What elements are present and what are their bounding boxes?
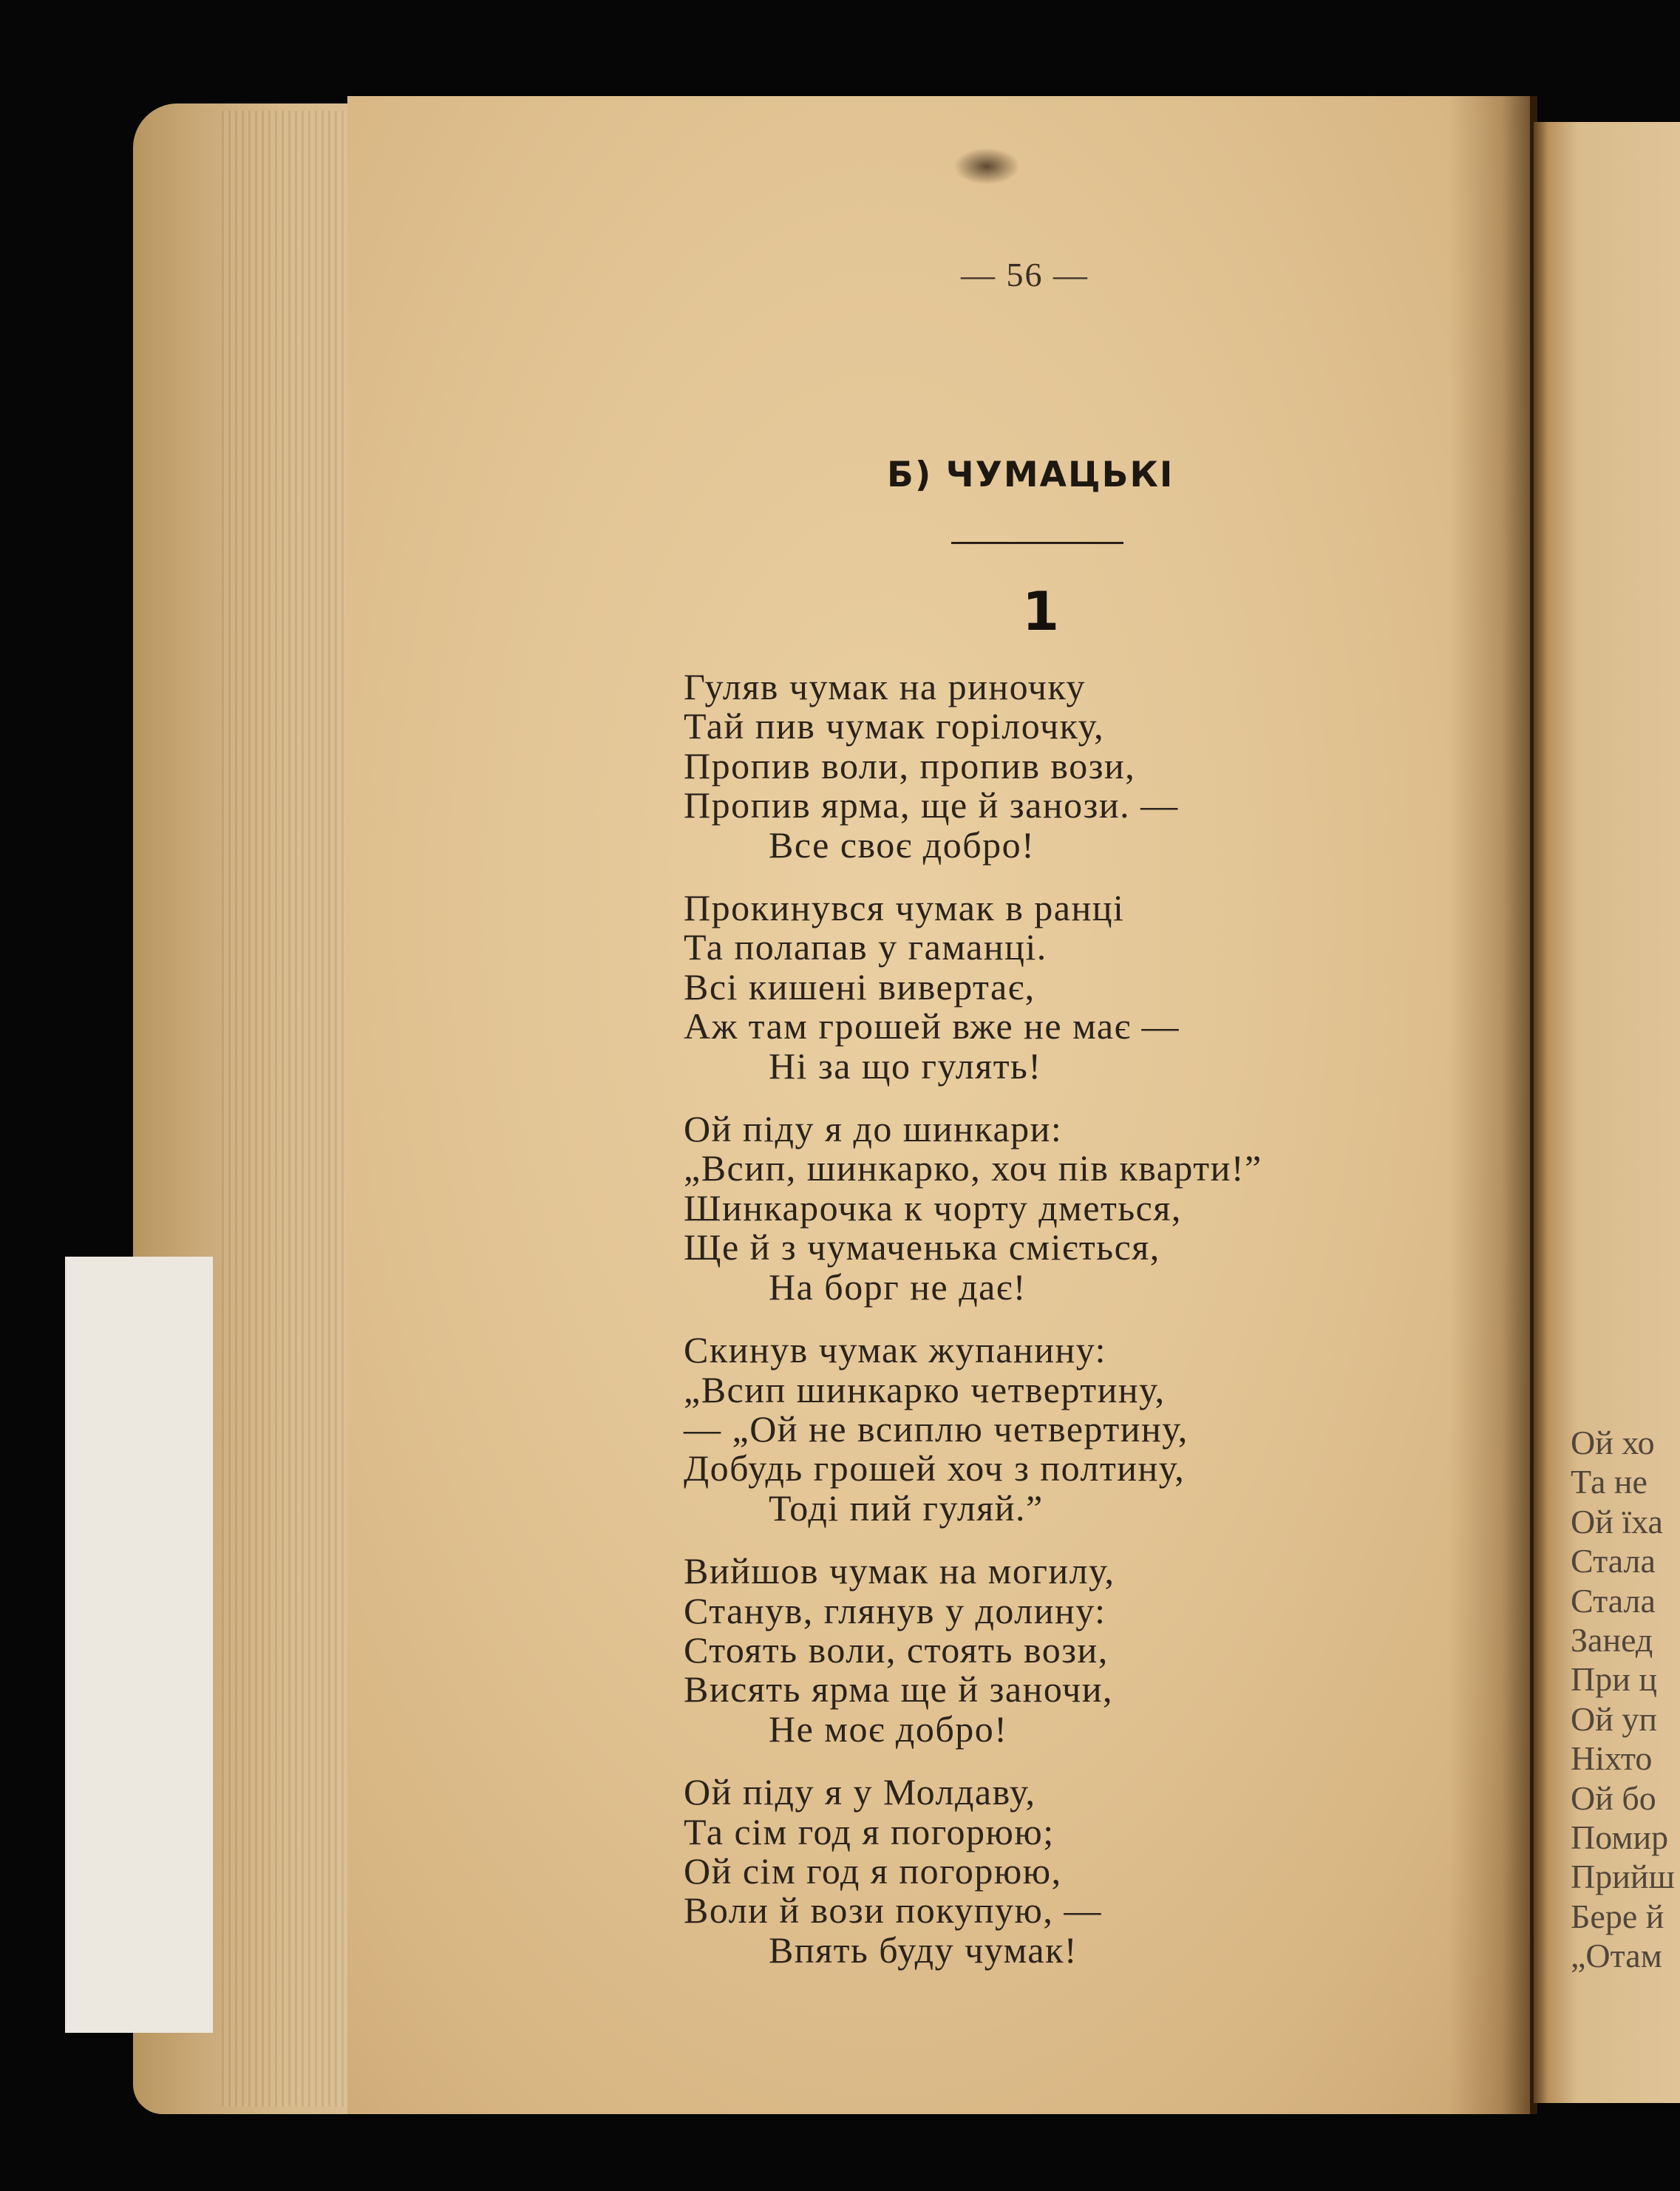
right-page-line: Ой їха: [1571, 1502, 1663, 1541]
page-number: — 56 —: [961, 256, 1089, 293]
right-page-line: Стала: [1571, 1542, 1656, 1580]
poem-line: Вийшов чумак на могилу,: [684, 1550, 1115, 1592]
poem-refrain: Тоді пий гуляй.”: [769, 1487, 1044, 1529]
poem-line: Висять ярма ще й заночи,: [684, 1668, 1113, 1711]
right-page-line: „Отам: [1571, 1937, 1662, 1975]
poem-refrain: На борг не дає!: [769, 1266, 1027, 1308]
poem-line: Пропив воли, пропив вози,: [684, 744, 1136, 787]
stanza: [684, 668, 1497, 865]
ink-stain: [953, 148, 1020, 185]
poem-line: Гуляв чумак на риночку: [684, 666, 1086, 707]
right-page-line: Ой хо: [1571, 1424, 1655, 1461]
right-page-line: При ц: [1571, 1660, 1657, 1699]
poem-line: „Всип, шинкарко, хоч пів кварти!”: [684, 1147, 1262, 1189]
poem-line: Пропив ярма, ще й занози. —: [684, 784, 1179, 826]
poem-line: Шинкарочка к чорту дметься,: [684, 1186, 1182, 1229]
poem-line: Станув, глянув у долину:: [684, 1589, 1106, 1631]
right-page-line: Та не: [1571, 1463, 1647, 1501]
song-number: 1: [1022, 580, 1060, 642]
poem-line: Та сім год я погорюю;: [684, 1810, 1055, 1852]
poem-line: „Всип шинкарко четвертину,: [684, 1368, 1166, 1410]
right-page-line: Ой бо: [1571, 1779, 1656, 1817]
right-page-line: Ой уп: [1571, 1699, 1657, 1738]
poem: [684, 668, 1497, 1994]
title-rule: [951, 542, 1123, 544]
right-page-text: [1571, 1423, 1680, 1976]
right-page-line: Ніхто: [1571, 1739, 1653, 1778]
right-page-line: Занед: [1571, 1621, 1653, 1660]
poem-line: Стоять воли, стоять вози,: [684, 1628, 1109, 1671]
right-page-line: Помир: [1571, 1818, 1669, 1857]
stanza: [684, 889, 1497, 1086]
stanza: [684, 1331, 1497, 1528]
poem-line: Воли й вози покупую, —: [684, 1889, 1102, 1932]
poem-line: Прокинувся чумак в ранці: [684, 887, 1125, 929]
poem-refrain: Все своє добро!: [769, 823, 1035, 866]
poem-line: Ой піду я у Молдаву,: [684, 1771, 1036, 1813]
poem-line: Добудь грошей хоч з полтину,: [684, 1447, 1186, 1489]
poem-line: Ой сім год я погорюю,: [684, 1849, 1062, 1892]
right-page-line: Стала: [1571, 1581, 1656, 1620]
poem-line: Ще й з чумаченька сміється,: [684, 1226, 1160, 1268]
stanza: [684, 1110, 1497, 1307]
stanza: [684, 1773, 1497, 1970]
poem-refrain: Не моє добро!: [769, 1708, 1008, 1750]
poem-line: Ой піду я до шинкари:: [684, 1108, 1063, 1150]
right-page-line: Прийш: [1571, 1858, 1675, 1896]
right-page-line: Бере й: [1571, 1897, 1664, 1935]
poem-refrain: Ні за що гулять!: [769, 1044, 1042, 1087]
poem-line: Аж там грошей вже не має —: [684, 1005, 1180, 1047]
poem-refrain: Впять буду чумак!: [769, 1929, 1078, 1971]
poem-line: Тай пив чумак горілочку,: [684, 705, 1105, 747]
poem-line: — „Ой не всиплю четвертину,: [684, 1407, 1188, 1450]
poem-line: Всі кишені вивертає,: [684, 965, 1035, 1008]
stanza: [684, 1552, 1497, 1749]
paper-tab: [65, 1257, 213, 2033]
section-title: Б) ЧУМАЦЬКІ: [887, 455, 1174, 495]
poem-line: Скинув чумак жупанину:: [684, 1329, 1107, 1371]
poem-line: Та полапав у гаманці.: [684, 926, 1047, 968]
